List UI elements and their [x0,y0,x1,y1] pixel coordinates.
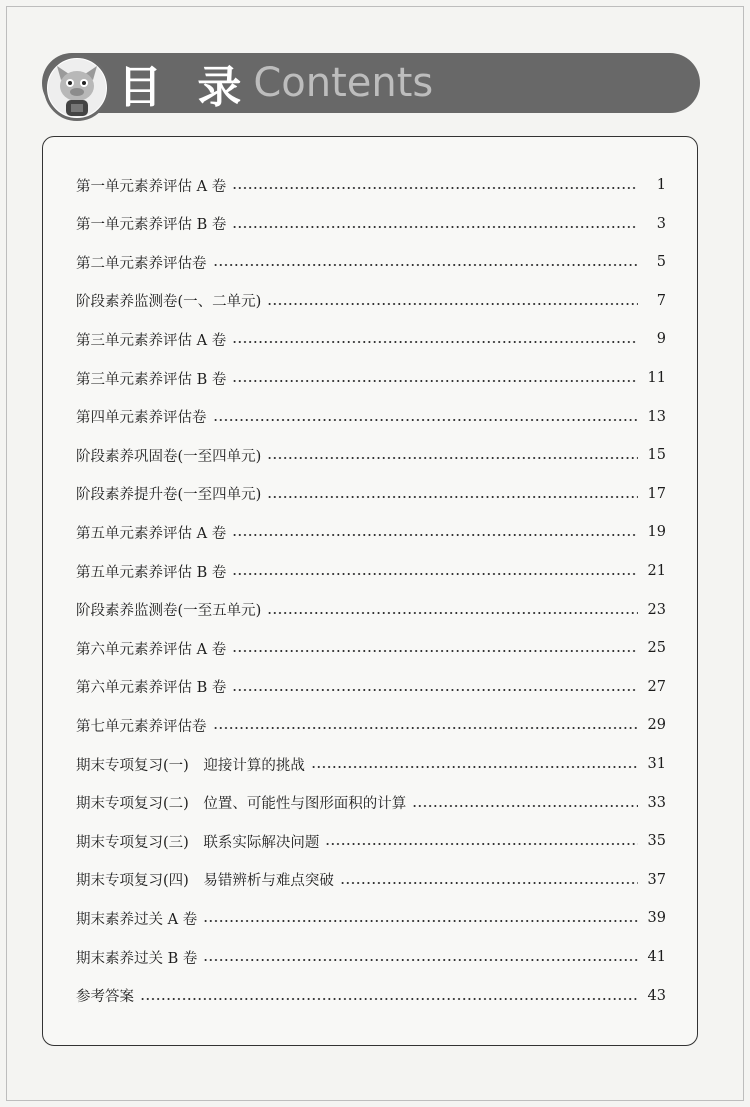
toc-entry-page-number: 25 [647,640,666,657]
toc-entry-page-number: 3 [656,215,666,232]
toc-entry-page-number: 17 [647,485,666,502]
toc-entry-label: 阶段素养监测卷(一、二单元) [76,294,262,311]
toc-entry-page-number: 37 [647,871,666,888]
dot-leader [213,264,639,266]
toc-entry-page-number: 11 [647,370,666,386]
dot-leader [232,534,638,536]
dot-leader [232,226,638,228]
toc-entry-page-number: 13 [647,408,666,425]
toc-entry-label: 期末素养过关 B 卷 [76,950,198,967]
toc-entry-label: 第三单元素养评估 A 卷 [76,332,227,349]
title-chinese: 目 录 [118,62,252,113]
toc-entry-label: 第六单元素养评估 B 卷 [76,680,227,697]
toc-entry[interactable] [76,753,666,775]
dot-leader [232,187,638,189]
toc-entry-label: 第一单元素养评估 A 卷 [76,178,227,195]
toc-entry[interactable] [76,560,666,582]
toc-entry-label: 期末素养过关 A 卷 [76,911,198,928]
dot-leader [267,303,638,305]
toc-entry-page-number: 23 [647,601,666,618]
toc-entry[interactable] [76,483,666,505]
toc-entry-page-number: 31 [647,756,666,772]
toc-entry-label: 期末专项复习(四) 易错辨析与难点突破 [76,873,334,890]
toc-entry[interactable] [76,406,666,428]
toc-entry-page-number: 1 [656,177,666,193]
toc-entry-page-number: 43 [647,987,666,1004]
toc-entry[interactable] [76,251,666,273]
toc-entry[interactable] [76,830,666,852]
dot-leader [267,612,638,614]
toc-entry[interactable] [76,174,666,196]
toc-entry[interactable] [76,328,666,350]
dot-leader [213,727,639,729]
toc-entry[interactable] [76,869,666,891]
toc-entry-label: 第四单元素养评估卷 [76,410,207,427]
toc-entry-label: 阶段素养提升卷(一至四单元) [76,487,262,504]
toc-entry[interactable] [76,676,666,698]
toc-entry-label: 期末专项复习(三) 联系实际解决问题 [76,834,320,851]
toc-entry-label: 阶段素养巩固卷(一至四单元) [76,448,262,465]
dot-leader [232,650,638,652]
toc-entry-page-number: 33 [647,794,666,811]
cartoon-dragon-mascot-icon [44,55,110,121]
toc-entry[interactable] [76,367,666,389]
toc-entry-page-number: 27 [647,678,666,695]
toc-entry-label: 第七单元素养评估卷 [76,718,207,735]
dot-leader [232,341,638,343]
dot-leader [267,496,638,498]
toc-entry[interactable] [76,290,666,312]
dot-leader [203,920,638,922]
toc-entry-page-number: 39 [647,910,666,927]
toc-entry[interactable] [76,946,666,968]
toc-entry-label: 参考答案 [76,989,134,1006]
toc-entry-page-number: 29 [647,717,666,734]
toc-entry[interactable] [76,907,666,929]
toc-entry-page-number: 5 [656,254,666,271]
toc-entry-label: 第三单元素养评估 B 卷 [76,371,227,388]
toc-entry[interactable] [76,213,666,235]
toc-entry[interactable] [76,521,666,543]
dot-leader [232,689,638,691]
dot-leader [203,959,638,961]
toc-entry-page-number: 21 [647,563,666,579]
dot-leader [213,419,639,421]
title-english: Contents [253,60,434,106]
toc-entry[interactable] [76,985,666,1007]
dot-leader [311,766,638,768]
toc-entry-page-number: 7 [656,292,666,309]
toc-entry-page-number: 19 [647,524,666,541]
toc-entry-label: 期末专项复习(一) 迎接计算的挑战 [76,757,305,774]
toc-entry-label: 第五单元素养评估 A 卷 [76,525,227,542]
dot-leader [267,457,638,459]
toc-entry-page-number: 35 [647,833,666,850]
toc-entry-label: 期末专项复习(二) 位置、可能性与图形面积的计算 [76,796,407,813]
toc-entry[interactable] [76,714,666,736]
toc-entry-label: 阶段素养监测卷(一至五单元) [76,603,262,620]
toc-entry[interactable] [76,599,666,621]
dot-leader [232,573,638,575]
toc-entry-label: 第六单元素养评估 A 卷 [76,641,227,658]
toc-entry-label: 第五单元素养评估 B 卷 [76,564,227,581]
dot-leader [325,843,638,845]
toc-entry-page-number: 41 [647,949,666,965]
toc-entry[interactable] [76,637,666,659]
toc-entry-page-number: 15 [647,447,666,464]
toc-entry-page-number: 9 [656,331,666,348]
dot-leader [140,998,638,1000]
dot-leader [232,380,638,382]
dot-leader [412,805,638,807]
toc-entry[interactable] [76,444,666,466]
toc-entry-label: 第二单元素养评估卷 [76,255,207,272]
toc-entry-label: 第一单元素养评估 B 卷 [76,217,227,234]
page-title [118,58,434,113]
toc-entry[interactable] [76,792,666,814]
dot-leader [340,882,638,884]
